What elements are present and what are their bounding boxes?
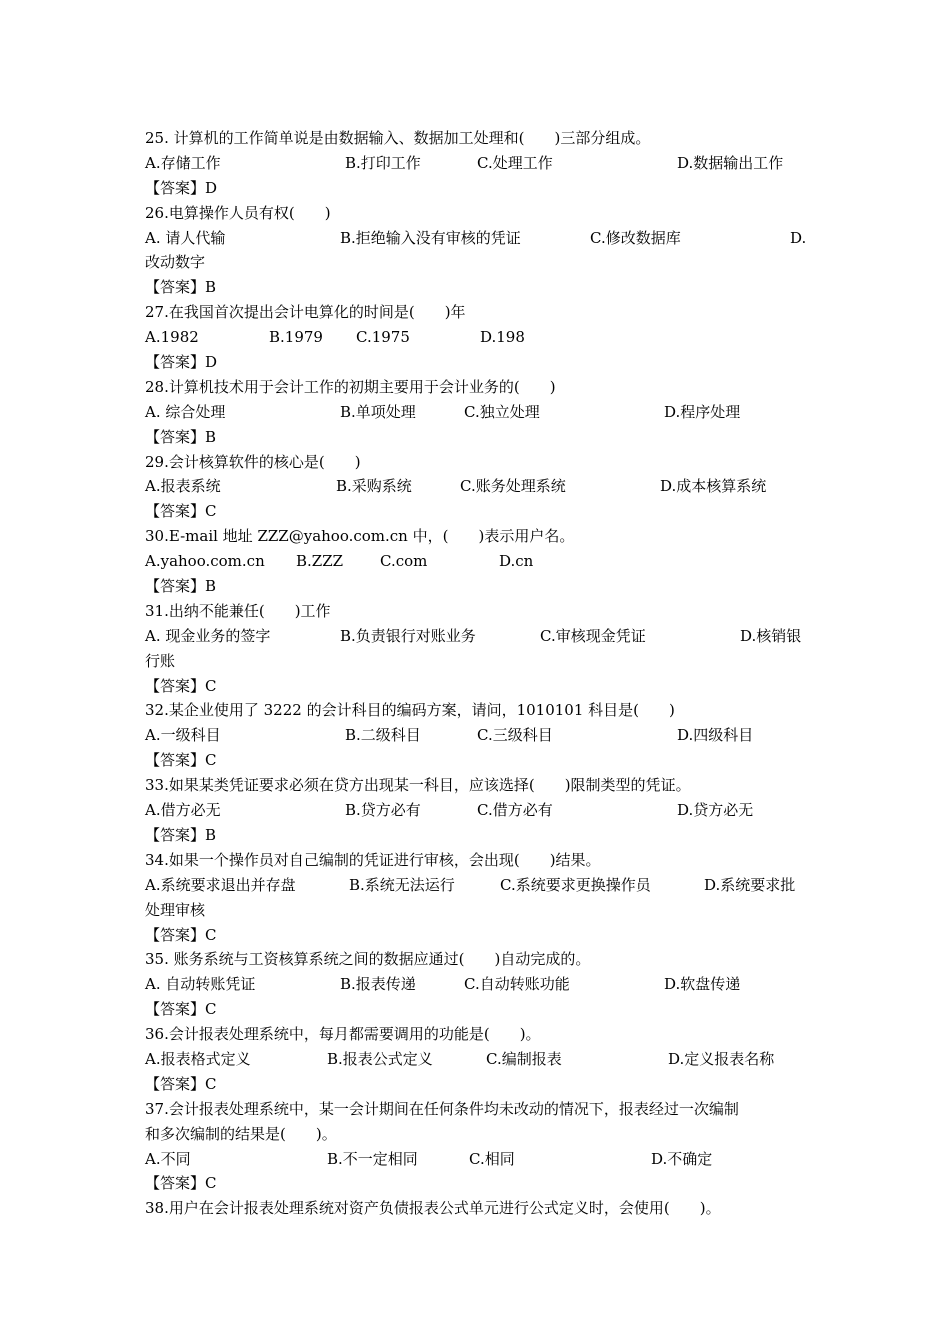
option-a: A. 综合处理 <box>145 402 226 421</box>
question-stem-38: 38.用户在会计报表处理系统对资产负债报表公式单元进行公式定义时，会使用( )。 <box>145 1199 721 1218</box>
option-b: B.ZZZ <box>296 552 344 571</box>
option-b: B.二级科目 <box>345 726 421 745</box>
option-d: D.定义报表名称 <box>668 1049 775 1068</box>
option-d: D.贷方必无 <box>677 801 754 820</box>
document-page <box>145 126 810 1221</box>
option-d: D.软盘传递 <box>664 975 741 994</box>
option-c: C.账务处理系统 <box>460 477 566 496</box>
option-d: D.程序处理 <box>664 402 741 421</box>
option-b: B.系统无法运行 <box>349 875 455 894</box>
answer-37: 【答案】C <box>145 1174 217 1193</box>
question-options-25 <box>145 151 810 176</box>
option-a: A.1982 <box>145 328 199 347</box>
option-d: D.cn <box>499 552 534 571</box>
option-a: A.报表格式定义 <box>145 1049 251 1068</box>
option-c: C.系统要求更换操作员 <box>500 875 651 894</box>
question-stem-32: 32.某企业使用了 3222 的会计科目的编码方案，请问，1010101 科目是( ) <box>145 701 675 720</box>
question-options-36 <box>145 1047 810 1072</box>
option-b: B.不一定相同 <box>327 1149 418 1168</box>
option-d: D.四级科目 <box>677 726 754 745</box>
option-c: C.借方必有 <box>477 801 553 820</box>
option-c: C.自动转账功能 <box>464 975 570 994</box>
question-stem-continuation-37: 和多次编制的结果是( )。 <box>145 1124 337 1143</box>
option-continuation-34: 处理审核 <box>145 900 206 919</box>
question-stem-25: 25. 计算机的工作简单说是由数据输入、数据加工处理和( )三部分组成。 <box>145 129 651 147</box>
question-options-37 <box>145 1147 810 1172</box>
question-options-35 <box>145 972 810 997</box>
question-stem-37: 37.会计报表处理系统中，某一会计期间在任何条件均未改动的情况下，报表经过一次编制 <box>145 1099 739 1118</box>
question-stem-31: 31.出纳不能兼任( )工作 <box>145 601 331 620</box>
option-b: B.打印工作 <box>345 153 421 172</box>
option-d: D.系统要求批 <box>704 875 796 894</box>
option-b: B.贷方必有 <box>345 801 421 820</box>
option-a: A.存储工作 <box>145 153 221 172</box>
answer-36: 【答案】C <box>145 1074 217 1093</box>
option-a: A.报表系统 <box>145 477 221 496</box>
option-d: D.成本核算系统 <box>660 477 767 496</box>
option-c: C.审核现金凭证 <box>540 626 646 645</box>
option-b: B.拒绝输入没有审核的凭证 <box>340 228 521 247</box>
question-options-28 <box>145 400 810 425</box>
question-stem-29: 29.会计核算软件的核心是( ) <box>145 452 361 471</box>
question-options-31 <box>145 624 810 649</box>
option-a: A.一级科目 <box>145 726 221 745</box>
question-options-32 <box>145 723 810 748</box>
option-a: A. 请人代输 <box>145 228 226 247</box>
answer-32: 【答案】C <box>145 751 217 770</box>
question-stem-36: 36.会计报表处理系统中，每月都需要调用的功能是( )。 <box>145 1025 541 1044</box>
option-c: C.编制报表 <box>486 1049 562 1068</box>
option-a: A. 自动转账凭证 <box>145 975 256 994</box>
question-stem-30: 30.E-mail 地址 ZZZ@yahoo.com.cn 中，( )表示用户名。 <box>145 527 575 546</box>
question-options-33 <box>145 798 810 823</box>
option-b: B.单项处理 <box>340 402 416 421</box>
option-a: A.系统要求退出并存盘 <box>145 875 296 894</box>
option-c: C.独立处理 <box>464 402 540 421</box>
option-c: C.修改数据库 <box>590 228 681 247</box>
question-stem-26: 26.电算操作人员有权( ) <box>145 203 331 222</box>
answer-33: 【答案】B <box>145 825 217 844</box>
option-continuation-26: 改动数字 <box>145 253 206 272</box>
option-d: D. <box>790 228 807 247</box>
question-stem-34: 34.如果一个操作员对自己编制的凭证进行审核，会出现( )结果。 <box>145 850 601 869</box>
option-a: A.借方必无 <box>145 801 221 820</box>
question-options-26 <box>145 226 810 251</box>
question-stem-28: 28.计算机技术用于会计工作的初期主要用于会计业务的( ) <box>145 377 556 396</box>
option-c: C.处理工作 <box>477 153 553 172</box>
option-d: D.核销银 <box>740 626 802 645</box>
answer-34: 【答案】C <box>145 925 217 944</box>
answer-26: 【答案】B <box>145 278 217 297</box>
answer-25: 【答案】D <box>145 178 218 197</box>
option-a: A. 现金业务的签字 <box>145 626 271 645</box>
option-b: B.报表公式定义 <box>327 1049 433 1068</box>
answer-30: 【答案】B <box>145 577 217 596</box>
answer-29: 【答案】C <box>145 502 217 521</box>
option-c: C.com <box>380 552 428 571</box>
option-d: D.不确定 <box>651 1149 713 1168</box>
option-c: C.三级科目 <box>477 726 553 745</box>
option-a: A.不同 <box>145 1149 191 1168</box>
question-stem-35: 35. 账务系统与工资核算系统之间的数据应通过( )自动完成的。 <box>145 950 591 969</box>
answer-31: 【答案】C <box>145 676 217 695</box>
option-b: B.负责银行对账业务 <box>340 626 476 645</box>
question-stem-27: 27.在我国首次提出会计电算化的时间是( )年 <box>145 303 466 322</box>
option-d: D.198 <box>480 328 525 347</box>
question-options-30 <box>145 549 810 574</box>
answer-28: 【答案】B <box>145 427 217 446</box>
question-stem-33: 33.如果某类凭证要求必须在贷方出现某一科目，应该选择( )限制类型的凭证。 <box>145 776 691 795</box>
answer-27: 【答案】D <box>145 353 218 372</box>
option-b: B.1979 <box>269 328 323 347</box>
question-options-27 <box>145 325 810 350</box>
option-c: C.1975 <box>356 328 410 347</box>
question-options-29 <box>145 474 810 499</box>
option-a: A.yahoo.com.cn <box>145 552 265 571</box>
option-b: B.报表传递 <box>340 975 416 994</box>
question-options-34 <box>145 873 810 898</box>
option-b: B.采购系统 <box>336 477 412 496</box>
option-d: D.数据输出工作 <box>677 153 784 172</box>
option-continuation-31: 行账 <box>145 651 176 670</box>
answer-35: 【答案】C <box>145 1000 217 1019</box>
option-c: C.相同 <box>469 1149 515 1168</box>
